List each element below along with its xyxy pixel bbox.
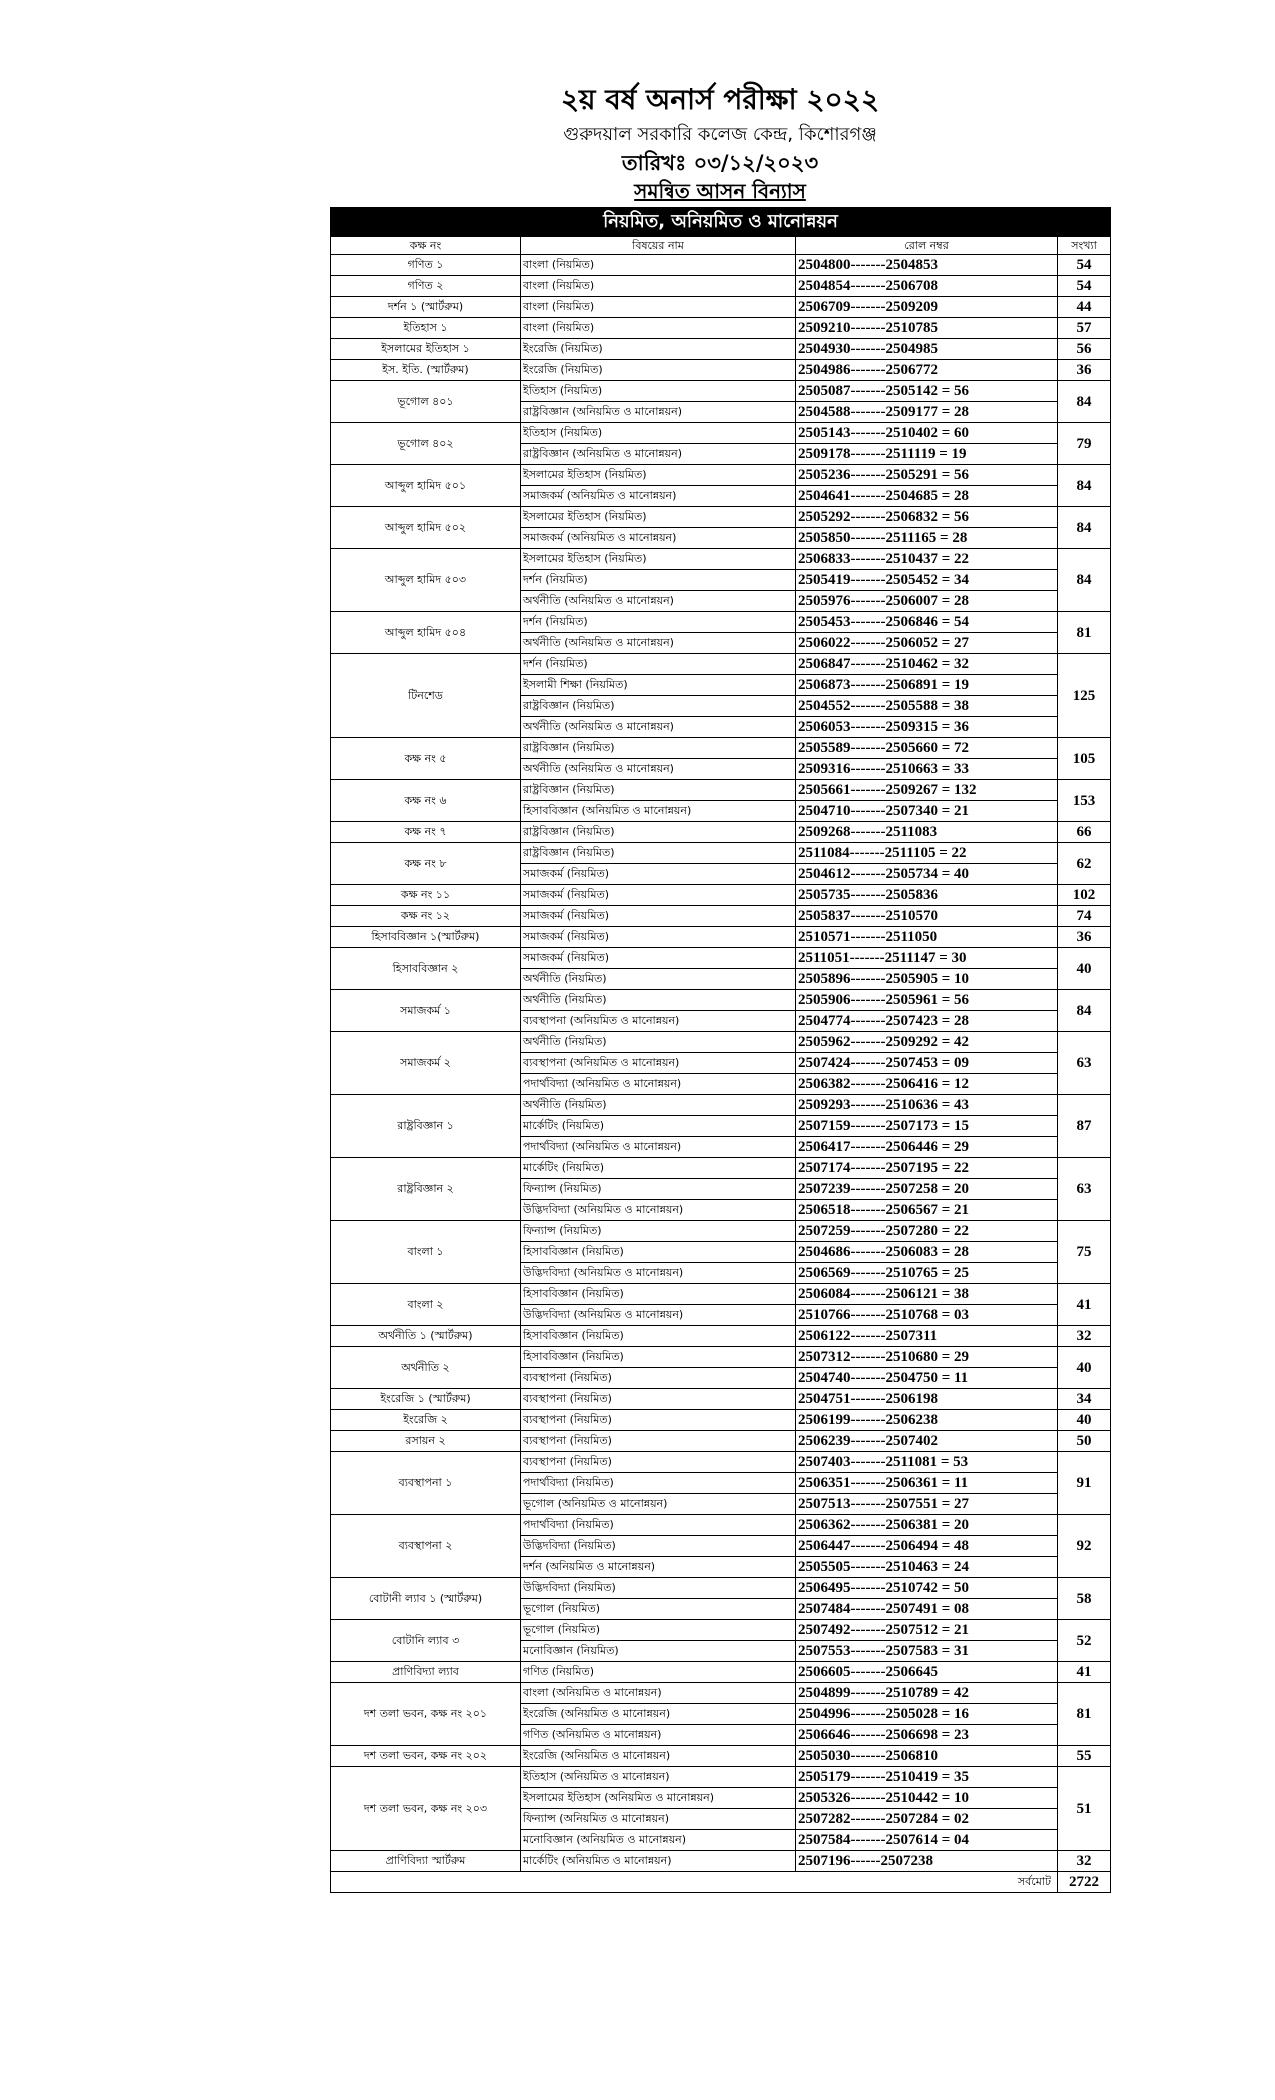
table-row: [331, 465, 1111, 486]
table-row: [331, 1662, 1111, 1683]
table-row: [331, 1746, 1111, 1767]
table-row: [331, 1515, 1111, 1536]
room-cell: টিনশেড: [331, 654, 521, 738]
count-cell: 84: [1058, 381, 1111, 423]
count-cell: 63: [1058, 1158, 1111, 1221]
subject-cell: ফিন্যান্স (অনিয়মিত ও মানোন্নয়ন): [521, 1809, 796, 1830]
count-cell: 62: [1058, 843, 1111, 885]
roll-range-cell: 2504899-------2510789 = 42: [796, 1683, 1058, 1704]
subject-cell: পদার্থবিদ্যা (অনিয়মিত ও মানোন্নয়ন): [521, 1074, 796, 1095]
roll-range-cell: 2504641-------2504685 = 28: [796, 486, 1058, 507]
table-row: [331, 906, 1111, 927]
roll-range-cell: 2505030-------2506810: [796, 1746, 1058, 1767]
table-row: [331, 297, 1111, 318]
subject-cell: উদ্ভিদবিদ্যা (নিয়মিত): [521, 1578, 796, 1599]
roll-range-cell: 2511084-------2511105 = 22: [796, 843, 1058, 864]
room-cell: ব্যবস্থাপনা ১: [331, 1452, 521, 1515]
subject-cell: মার্কেটিং (নিয়মিত): [521, 1116, 796, 1137]
table-row: [331, 948, 1111, 969]
roll-range-cell: 2505661-------2509267 = 132: [796, 780, 1058, 801]
room-cell: অর্থনীতি ১ (স্মার্টরুম): [331, 1326, 521, 1347]
count-cell: 50: [1058, 1431, 1111, 1452]
subject-cell: ইসলামের ইতিহাস (নিয়মিত): [521, 507, 796, 528]
roll-range-cell: 2506646-------2506698 = 23: [796, 1725, 1058, 1746]
room-cell: প্রাণিবিদ্যা স্মার্টরুম: [331, 1851, 521, 1872]
room-cell: ইস. ইতি. (স্মার্টরুম): [331, 360, 521, 381]
subject-cell: উদ্ভিদবিদ্যা (নিয়মিত): [521, 1536, 796, 1557]
count-cell: 55: [1058, 1746, 1111, 1767]
roll-range-cell: 2504800-------2504853: [796, 255, 1058, 276]
subject-cell: সমাজকর্ম (নিয়মিত): [521, 927, 796, 948]
table-row: [331, 1284, 1111, 1305]
count-cell: 125: [1058, 654, 1111, 738]
subject-cell: সমাজকর্ম (নিয়মিত): [521, 906, 796, 927]
room-cell: হিসাববিজ্ঞান ২: [331, 948, 521, 990]
count-cell: 58: [1058, 1578, 1111, 1620]
table-row: [331, 1452, 1111, 1473]
roll-range-cell: 2507196------2507238: [796, 1851, 1058, 1872]
room-cell: ব্যবস্থাপনা ২: [331, 1515, 521, 1578]
roll-range-cell: 2506495-------2510742 = 50: [796, 1578, 1058, 1599]
subject-cell: ভূগোল (নিয়মিত): [521, 1599, 796, 1620]
roll-range-cell: 2506351-------2506361 = 11: [796, 1473, 1058, 1494]
count-cell: 84: [1058, 549, 1111, 612]
subject-cell: অর্থনীতি (নিয়মিত): [521, 1032, 796, 1053]
roll-range-cell: 2507553-------2507583 = 31: [796, 1641, 1058, 1662]
roll-range-cell: 2507259-------2507280 = 22: [796, 1221, 1058, 1242]
roll-range-cell: 2504588-------2509177 = 28: [796, 402, 1058, 423]
roll-range-cell: 2505505-------2510463 = 24: [796, 1557, 1058, 1578]
roll-range-cell: 2505962-------2509292 = 42: [796, 1032, 1058, 1053]
roll-range-cell: 2505419-------2505452 = 34: [796, 570, 1058, 591]
subject-cell: ইসলামের ইতিহাস (নিয়মিত): [521, 549, 796, 570]
table-row: [331, 318, 1111, 339]
count-cell: 36: [1058, 360, 1111, 381]
roll-range-cell: 2504740-------2504750 = 11: [796, 1368, 1058, 1389]
roll-range-cell: 2506362-------2506381 = 20: [796, 1515, 1058, 1536]
roll-range-cell: 2505292-------2506832 = 56: [796, 507, 1058, 528]
count-cell: 75: [1058, 1221, 1111, 1284]
table-row: [331, 612, 1111, 633]
table-row: [331, 360, 1111, 381]
count-cell: 105: [1058, 738, 1111, 780]
subject-cell: পদার্থবিদ্যা (নিয়মিত): [521, 1515, 796, 1536]
subject-cell: ইংরেজি (নিয়মিত): [521, 339, 796, 360]
roll-range-cell: 2507159-------2507173 = 15: [796, 1116, 1058, 1137]
subject-cell: মার্কেটিং (নিয়মিত): [521, 1158, 796, 1179]
count-cell: 40: [1058, 948, 1111, 990]
roll-range-cell: 2505896-------2505905 = 10: [796, 969, 1058, 990]
count-cell: 41: [1058, 1662, 1111, 1683]
roll-range-cell: 2505453-------2506846 = 54: [796, 612, 1058, 633]
roll-range-cell: 2507513-------2507551 = 27: [796, 1494, 1058, 1515]
roll-range-cell: 2506022-------2506052 = 27: [796, 633, 1058, 654]
total-row: [331, 1872, 1111, 1893]
count-cell: 84: [1058, 465, 1111, 507]
subject-cell: রাষ্ট্রবিজ্ঞান (নিয়মিত): [521, 738, 796, 759]
roll-range-cell: 2505143-------2510402 = 60: [796, 423, 1058, 444]
count-cell: 81: [1058, 612, 1111, 654]
roll-range-cell: 2506873-------2506891 = 19: [796, 675, 1058, 696]
count-cell: 40: [1058, 1347, 1111, 1389]
roll-range-cell: 2510571-------2511050: [796, 927, 1058, 948]
subject-cell: ফিন্যান্স (নিয়মিত): [521, 1179, 796, 1200]
roll-range-cell: 2504774-------2507423 = 28: [796, 1011, 1058, 1032]
room-cell: বোটানী ল্যাব ১ (স্মার্টরুম): [331, 1578, 521, 1620]
table-row: [331, 381, 1111, 402]
roll-range-cell: 2507174-------2507195 = 22: [796, 1158, 1058, 1179]
count-cell: 63: [1058, 1032, 1111, 1095]
room-cell: অর্থনীতি ২: [331, 1347, 521, 1389]
subject-cell: হিসাববিজ্ঞান (নিয়মিত): [521, 1347, 796, 1368]
roll-range-cell: 2507584-------2507614 = 04: [796, 1830, 1058, 1851]
roll-range-cell: 2506569-------2510765 = 25: [796, 1263, 1058, 1284]
table-row: [331, 339, 1111, 360]
roll-range-cell: 2504986-------2506772: [796, 360, 1058, 381]
count-cell: 41: [1058, 1284, 1111, 1326]
subject-cell: রাষ্ট্রবিজ্ঞান (নিয়মিত): [521, 843, 796, 864]
roll-range-cell: 2509268-------2511083: [796, 822, 1058, 843]
seat-plan-body: [331, 255, 1111, 1872]
table-row: [331, 1578, 1111, 1599]
room-cell: ইসলামের ইতিহাস ১: [331, 339, 521, 360]
roll-range-cell: 2507282-------2507284 = 02: [796, 1809, 1058, 1830]
room-cell: ইংরেজি ১ (স্মার্টরুম): [331, 1389, 521, 1410]
roll-range-cell: 2511051-------2511147 = 30: [796, 948, 1058, 969]
room-cell: সমাজকর্ম ১: [331, 990, 521, 1032]
subject-cell: অর্থনীতি (অনিয়মিত ও মানোন্নয়ন): [521, 717, 796, 738]
count-cell: 84: [1058, 990, 1111, 1032]
table-row: [331, 549, 1111, 570]
table-row: [331, 1767, 1111, 1788]
count-cell: 79: [1058, 423, 1111, 465]
subject-cell: ইসলামী শিক্ষা (নিয়মিত): [521, 675, 796, 696]
room-cell: আব্দুল হামিদ ৫০৩: [331, 549, 521, 612]
room-cell: কক্ষ নং ১১: [331, 885, 521, 906]
subject-cell: বাংলা (নিয়মিত): [521, 255, 796, 276]
subject-cell: সমাজকর্ম (অনিয়মিত ও মানোন্নয়ন): [521, 486, 796, 507]
table-row: [331, 654, 1111, 675]
room-cell: গণিত ১: [331, 255, 521, 276]
center-name: গুরুদয়াল সরকারি কলেজ কেন্দ্র, কিশোরগঞ্জ: [563, 124, 877, 145]
subject-cell: বাংলা (নিয়মিত): [521, 276, 796, 297]
subject-cell: ইংরেজি (অনিয়মিত ও মানোন্নয়ন): [521, 1704, 796, 1725]
room-cell: রসায়ন ২: [331, 1431, 521, 1452]
room-cell: ভূগোল ৪০১: [331, 381, 521, 423]
room-cell: হিসাববিজ্ঞান ১(স্মার্টরুম): [331, 927, 521, 948]
room-cell: কক্ষ নং ৬: [331, 780, 521, 822]
room-cell: দশ তলা ভবন, কক্ষ নং ২০৩: [331, 1767, 521, 1851]
room-cell: দশ তলা ভবন, কক্ষ নং ২০২: [331, 1746, 521, 1767]
count-cell: 40: [1058, 1410, 1111, 1431]
roll-range-cell: 2504612-------2505734 = 40: [796, 864, 1058, 885]
document-title: ২য় বর্ষ অনার্স পরীক্ষা ২০২২: [560, 83, 880, 116]
col-header-count: সংখ্যা: [1058, 237, 1111, 255]
subject-cell: ব্যবস্থাপনা (নিয়মিত): [521, 1410, 796, 1431]
count-cell: 44: [1058, 297, 1111, 318]
subject-cell: ইংরেজি (অনিয়মিত ও মানোন্নয়ন): [521, 1746, 796, 1767]
subject-cell: হিসাববিজ্ঞান (নিয়মিত): [521, 1326, 796, 1347]
subject-cell: রাষ্ট্রবিজ্ঞান (নিয়মিত): [521, 822, 796, 843]
subject-cell: সমাজকর্ম (নিয়মিত): [521, 864, 796, 885]
subject-cell: পদার্থবিদ্যা (নিয়মিত): [521, 1473, 796, 1494]
subject-cell: ইতিহাস (অনিয়মিত ও মানোন্নয়ন): [521, 1767, 796, 1788]
seat-plan-heading: সমন্বিত আসন বিন্যাস: [634, 179, 806, 203]
roll-range-cell: 2506122-------2507311: [796, 1326, 1058, 1347]
room-cell: ইতিহাস ১: [331, 318, 521, 339]
table-row: [331, 255, 1111, 276]
table-row: [331, 1851, 1111, 1872]
count-cell: 54: [1058, 255, 1111, 276]
subject-cell: বাংলা (অনিয়মিত ও মানোন্নয়ন): [521, 1683, 796, 1704]
table-row: [331, 822, 1111, 843]
roll-range-cell: 2506518-------2506567 = 21: [796, 1200, 1058, 1221]
table-row: [331, 507, 1111, 528]
room-cell: কক্ষ নং ৭: [331, 822, 521, 843]
subject-cell: উদ্ভিদবিদ্যা (অনিয়মিত ও মানোন্নয়ন): [521, 1305, 796, 1326]
subject-cell: রাষ্ট্রবিজ্ঞান (অনিয়মিত ও মানোন্নয়ন): [521, 444, 796, 465]
roll-range-cell: 2505906-------2505961 = 56: [796, 990, 1058, 1011]
subject-cell: দর্শন (নিয়মিত): [521, 612, 796, 633]
table-row: [331, 1410, 1111, 1431]
subject-cell: রাষ্ট্রবিজ্ঞান (অনিয়মিত ও মানোন্নয়ন): [521, 402, 796, 423]
subject-cell: গণিত (নিয়মিত): [521, 1662, 796, 1683]
subject-cell: গণিত (অনিয়মিত ও মানোন্নয়ন): [521, 1725, 796, 1746]
roll-range-cell: 2505326-------2510442 = 10: [796, 1788, 1058, 1809]
count-cell: 84: [1058, 507, 1111, 549]
subject-cell: ইতিহাস (নিয়মিত): [521, 381, 796, 402]
count-cell: 51: [1058, 1767, 1111, 1851]
table-row: [331, 1347, 1111, 1368]
table-row: [331, 738, 1111, 759]
roll-range-cell: 2505735-------2505836: [796, 885, 1058, 906]
roll-range-cell: 2507403-------2511081 = 53: [796, 1452, 1058, 1473]
count-cell: 66: [1058, 822, 1111, 843]
subject-cell: ব্যবস্থাপনা (নিয়মিত): [521, 1452, 796, 1473]
subject-cell: ব্যবস্থাপনা (নিয়মিত): [521, 1368, 796, 1389]
table-row: [331, 885, 1111, 906]
count-cell: 91: [1058, 1452, 1111, 1515]
table-row: [331, 990, 1111, 1011]
roll-range-cell: 2504552-------2505588 = 38: [796, 696, 1058, 717]
table-row: [331, 1683, 1111, 1704]
roll-range-cell: 2505236-------2505291 = 56: [796, 465, 1058, 486]
seat-plan-table: [330, 207, 1111, 1893]
subject-cell: মনোবিজ্ঞান (অনিয়মিত ও মানোন্নয়ন): [521, 1830, 796, 1851]
roll-range-cell: 2506084-------2506121 = 38: [796, 1284, 1058, 1305]
count-cell: 36: [1058, 927, 1111, 948]
subject-cell: অর্থনীতি (অনিয়মিত ও মানোন্নয়ন): [521, 759, 796, 780]
count-cell: 32: [1058, 1326, 1111, 1347]
roll-range-cell: 2504751-------2506198: [796, 1389, 1058, 1410]
table-row: [331, 780, 1111, 801]
count-cell: 54: [1058, 276, 1111, 297]
roll-range-cell: 2506847-------2510462 = 32: [796, 654, 1058, 675]
room-cell: আব্দুল হামিদ ৫০৪: [331, 612, 521, 654]
subject-cell: ইসলামের ইতিহাস (অনিয়মিত ও মানোন্নয়ন): [521, 1788, 796, 1809]
table-row: [331, 1032, 1111, 1053]
roll-range-cell: 2504710-------2507340 = 21: [796, 801, 1058, 822]
subject-cell: দর্শন (নিয়মিত): [521, 654, 796, 675]
subject-cell: উদ্ভিদবিদ্যা (অনিয়মিত ও মানোন্নয়ন): [521, 1263, 796, 1284]
roll-range-cell: 2506382-------2506416 = 12: [796, 1074, 1058, 1095]
room-cell: বোটানি ল্যাব ৩: [331, 1620, 521, 1662]
subject-cell: অর্থনীতি (নিয়মিত): [521, 990, 796, 1011]
roll-range-cell: 2507492-------2507512 = 21: [796, 1620, 1058, 1641]
subject-cell: ইতিহাস (নিয়মিত): [521, 423, 796, 444]
table-row: [331, 1431, 1111, 1452]
subject-cell: ব্যবস্থাপনা (অনিয়মিত ও মানোন্নয়ন): [521, 1011, 796, 1032]
subject-cell: উদ্ভিদবিদ্যা (অনিয়মিত ও মানোন্নয়ন): [521, 1200, 796, 1221]
count-cell: 56: [1058, 339, 1111, 360]
roll-range-cell: 2510766-------2510768 = 03: [796, 1305, 1058, 1326]
subject-cell: ইংরেজি (নিয়মিত): [521, 360, 796, 381]
subject-cell: অর্থনীতি (অনিয়মিত ও মানোন্নয়ন): [521, 591, 796, 612]
subject-cell: দর্শন (অনিয়মিত ও মানোন্নয়ন): [521, 1557, 796, 1578]
room-cell: ইংরেজি ২: [331, 1410, 521, 1431]
table-row: [331, 276, 1111, 297]
count-cell: 87: [1058, 1095, 1111, 1158]
roll-range-cell: 2507424-------2507453 = 09: [796, 1053, 1058, 1074]
subject-cell: সমাজকর্ম (নিয়মিত): [521, 885, 796, 906]
col-header-room: কক্ষ নং: [331, 237, 521, 255]
room-cell: দশ তলা ভবন, কক্ষ নং ২০১: [331, 1683, 521, 1746]
roll-range-cell: 2506709-------2509209: [796, 297, 1058, 318]
room-cell: রাষ্ট্রবিজ্ঞান ২: [331, 1158, 521, 1221]
count-cell: 52: [1058, 1620, 1111, 1662]
subject-cell: ব্যবস্থাপনা (অনিয়মিত ও মানোন্নয়ন): [521, 1053, 796, 1074]
count-cell: 81: [1058, 1683, 1111, 1746]
subject-cell: বাংলা (নিয়মিত): [521, 297, 796, 318]
roll-range-cell: 2505976-------2506007 = 28: [796, 591, 1058, 612]
roll-range-cell: 2504686-------2506083 = 28: [796, 1242, 1058, 1263]
subject-cell: ব্যবস্থাপনা (নিয়মিত): [521, 1431, 796, 1452]
table-row: [331, 1158, 1111, 1179]
room-cell: বাংলা ২: [331, 1284, 521, 1326]
subject-cell: ভূগোল (অনিয়মিত ও মানোন্নয়ন): [521, 1494, 796, 1515]
subject-cell: মনোবিজ্ঞান (নিয়মিত): [521, 1641, 796, 1662]
room-cell: ভূগোল ৪০২: [331, 423, 521, 465]
table-row: [331, 1620, 1111, 1641]
room-cell: কক্ষ নং ৮: [331, 843, 521, 885]
room-cell: প্রাণিবিদ্যা ল্যাব: [331, 1662, 521, 1683]
roll-range-cell: 2506199-------2506238: [796, 1410, 1058, 1431]
roll-range-cell: 2509316-------2510663 = 33: [796, 759, 1058, 780]
subject-cell: হিসাববিজ্ঞান (অনিয়মিত ও মানোন্নয়ন): [521, 801, 796, 822]
count-cell: 153: [1058, 780, 1111, 822]
col-header-subject: বিষয়ের নাম: [521, 237, 796, 255]
room-cell: আব্দুল হামিদ ৫০১: [331, 465, 521, 507]
col-header-roll: রোল নম্বর: [796, 237, 1058, 255]
subject-cell: রাষ্ট্রবিজ্ঞান (নিয়মিত): [521, 780, 796, 801]
count-cell: 32: [1058, 1851, 1111, 1872]
room-cell: কক্ষ নং ৫: [331, 738, 521, 780]
table-row: [331, 1221, 1111, 1242]
roll-range-cell: 2506605-------2506645: [796, 1662, 1058, 1683]
exam-date: তারিখঃ ০৩/১২/২০২৩: [621, 151, 819, 175]
room-cell: গণিত ২: [331, 276, 521, 297]
subject-cell: হিসাববিজ্ঞান (নিয়মিত): [521, 1242, 796, 1263]
roll-range-cell: 2505837-------2510570: [796, 906, 1058, 927]
count-cell: 57: [1058, 318, 1111, 339]
roll-range-cell: 2506053-------2509315 = 36: [796, 717, 1058, 738]
count-cell: 92: [1058, 1515, 1111, 1578]
table-band-title: নিয়মিত, অনিয়মিত ও মানোন্নয়ন: [331, 208, 1111, 237]
subject-cell: দর্শন (নিয়মিত): [521, 570, 796, 591]
subject-cell: ইসলামের ইতিহাস (নিয়মিত): [521, 465, 796, 486]
roll-range-cell: 2507239-------2507258 = 20: [796, 1179, 1058, 1200]
roll-range-cell: 2506833-------2510437 = 22: [796, 549, 1058, 570]
subject-cell: অর্থনীতি (নিয়মিত): [521, 1095, 796, 1116]
subject-cell: ভূগোল (নিয়মিত): [521, 1620, 796, 1641]
roll-range-cell: 2509210-------2510785: [796, 318, 1058, 339]
roll-range-cell: 2504930-------2504985: [796, 339, 1058, 360]
subject-cell: সমাজকর্ম (নিয়মিত): [521, 948, 796, 969]
roll-range-cell: 2505179-------2510419 = 35: [796, 1767, 1058, 1788]
room-cell: রাষ্ট্রবিজ্ঞান ১: [331, 1095, 521, 1158]
subject-cell: ব্যবস্থাপনা (নিয়মিত): [521, 1389, 796, 1410]
table-row: [331, 1095, 1111, 1116]
subject-cell: হিসাববিজ্ঞান (নিয়মিত): [521, 1284, 796, 1305]
table-row: [331, 423, 1111, 444]
total-value: 2722: [1058, 1872, 1111, 1893]
subject-cell: অর্থনীতি (অনিয়মিত ও মানোন্নয়ন): [521, 633, 796, 654]
roll-range-cell: 2505087-------2505142 = 56: [796, 381, 1058, 402]
count-cell: 74: [1058, 906, 1111, 927]
count-cell: 34: [1058, 1389, 1111, 1410]
roll-range-cell: 2504854-------2506708: [796, 276, 1058, 297]
roll-range-cell: 2507312-------2510680 = 29: [796, 1347, 1058, 1368]
room-cell: কক্ষ নং ১২: [331, 906, 521, 927]
subject-cell: পদার্থবিদ্যা (অনিয়মিত ও মানোন্নয়ন): [521, 1137, 796, 1158]
roll-range-cell: 2509178-------2511119 = 19: [796, 444, 1058, 465]
total-label: সর্বমোট: [331, 1872, 1058, 1893]
room-cell: আব্দুল হামিদ ৫০২: [331, 507, 521, 549]
subject-cell: ফিন্যান্স (নিয়মিত): [521, 1221, 796, 1242]
subject-cell: মার্কেটিং (অনিয়মিত ও মানোন্নয়ন): [521, 1851, 796, 1872]
subject-cell: অর্থনীতি (নিয়মিত): [521, 969, 796, 990]
count-cell: 102: [1058, 885, 1111, 906]
roll-range-cell: 2505850-------2511165 = 28: [796, 528, 1058, 549]
table-row: [331, 1389, 1111, 1410]
roll-range-cell: 2505589-------2505660 = 72: [796, 738, 1058, 759]
room-cell: বাংলা ১: [331, 1221, 521, 1284]
table-row: [331, 843, 1111, 864]
table-row: [331, 927, 1111, 948]
subject-cell: রাষ্ট্রবিজ্ঞান (নিয়মিত): [521, 696, 796, 717]
roll-range-cell: 2506447-------2506494 = 48: [796, 1536, 1058, 1557]
subject-cell: বাংলা (নিয়মিত): [521, 318, 796, 339]
room-cell: দর্শন ১ (স্মার্টরুম): [331, 297, 521, 318]
roll-range-cell: 2504996-------2505028 = 16: [796, 1704, 1058, 1725]
room-cell: সমাজকর্ম ২: [331, 1032, 521, 1095]
roll-range-cell: 2506239-------2507402: [796, 1431, 1058, 1452]
roll-range-cell: 2509293-------2510636 = 43: [796, 1095, 1058, 1116]
roll-range-cell: 2506417-------2506446 = 29: [796, 1137, 1058, 1158]
subject-cell: সমাজকর্ম (অনিয়মিত ও মানোন্নয়ন): [521, 528, 796, 549]
table-row: [331, 1326, 1111, 1347]
roll-range-cell: 2507484-------2507491 = 08: [796, 1599, 1058, 1620]
